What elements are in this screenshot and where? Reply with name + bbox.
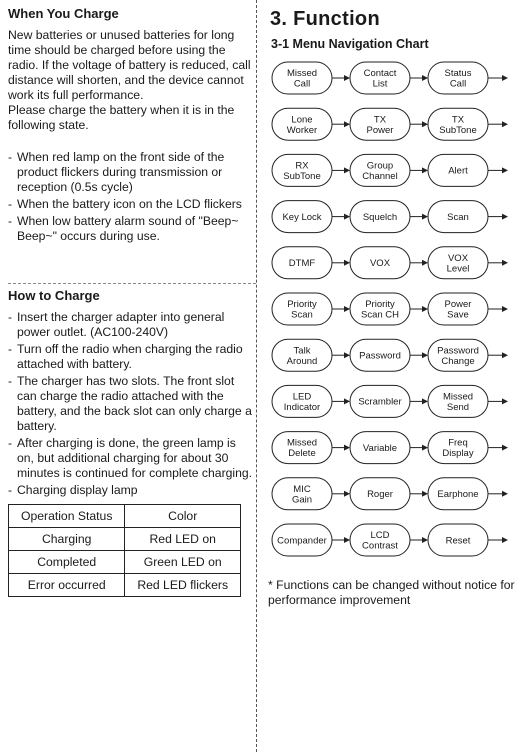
menu-node-label: Compander [277,535,327,547]
menu-node [350,154,410,186]
menu-node [428,62,488,94]
table-header: Operation Status [9,505,125,528]
flow-arrow [332,260,350,266]
flow-arrow [332,75,350,81]
table-cell: Red LED on [125,528,241,551]
table-cell: Green LED on [125,551,241,574]
menu-node-label: Status Call [444,68,472,90]
table-row [9,574,241,597]
flow-arrow [332,214,350,220]
menu-node [428,339,488,371]
how-step-item: - Insert the charger adapter into general power outlet. (AC100-240V) [8,310,255,340]
menu-node-label: LED Indicator [283,391,321,413]
how-title: How to Charge [8,288,100,303]
left-column [8,6,255,597]
menu-navigation-chart [264,56,517,571]
flow-arrow [332,121,350,127]
table-cell: Red LED flickers [125,574,241,597]
flow-arrow [488,398,508,404]
menu-node [428,247,488,279]
menu-node [350,247,410,279]
menu-node [428,385,488,417]
menu-node-label: Password Change [437,345,479,367]
menu-node [272,247,332,279]
menu-node [350,432,410,464]
flow-arrow [488,352,508,358]
flow-arrow [410,491,428,497]
flow-arrow [332,398,350,404]
how-step-item: - Charging display lamp [8,483,255,498]
menu-node [350,201,410,233]
menu-node [272,385,332,417]
how-step-item: - After charging is done, the green lamp is on, but additional charging for about 30 minutes is continued for complete charging. [8,436,255,481]
menu-node-label: TX SubTone [439,114,477,136]
table-cell: Error occurred [9,574,125,597]
flow-arrow [410,167,428,173]
menu-node-label: LCD Contrast [362,530,398,552]
menu-node-label: Reset [445,535,471,547]
flow-arrow [410,306,428,312]
menu-node-label: TX Power [366,114,394,136]
table-cell: Completed [9,551,125,574]
menu-node-label: Scrambler [358,396,402,408]
menu-node [272,154,332,186]
flow-arrow [410,445,428,451]
menu-node-label: Squelch [362,211,398,223]
menu-node-label: Lone Worker [286,114,318,136]
menu-node-label: RX SubTone [283,160,321,182]
charge-state-item: - When the battery icon on the LCD flickers [8,197,255,212]
flow-arrow [488,306,508,312]
menu-node-label: Roger [367,489,393,501]
flow-arrow [410,75,428,81]
charging-status-table [8,504,241,597]
menu-node [350,293,410,325]
menu-node [350,62,410,94]
function-title: 3. Function [270,8,380,30]
flow-arrow [410,260,428,266]
flow-arrow [410,398,428,404]
menu-node [350,108,410,140]
menu-node-label: Missed Call [286,68,318,90]
charge-state-item: - When low battery alarm sound of "Beep~ Beep~" occurs during use. [8,214,255,244]
how-steps [8,310,255,498]
table-header: Color [125,505,241,528]
menu-node [272,524,332,556]
menu-node [272,432,332,464]
menu-node [272,339,332,371]
how-step-item: - The charger has two slots. The front slot can charge the radio attached with the battery, and the back slot can only charge a battery. [8,374,255,434]
how-step-item: - Turn off the radio when charging the radio attached with battery. [8,342,255,372]
menu-node-label: VOX [369,258,391,270]
menu-node [272,62,332,94]
table-header-row [9,505,241,528]
flow-arrow [410,214,428,220]
flow-arrow [332,537,350,543]
menu-node-label: Alert [448,165,468,177]
menu-node [428,293,488,325]
menu-node [428,478,488,510]
menu-node-label: Password [359,350,401,362]
flow-arrow [410,537,428,543]
flow-arrow [488,537,508,543]
menu-node-label: MIC Gain [291,483,313,506]
menu-node-label: Group Channel [362,160,398,182]
menu-node [428,201,488,233]
charge-states [8,150,255,244]
menu-node [272,478,332,510]
menu-node [428,108,488,140]
menu-node-label: VOX Level [446,252,470,275]
menu-node [350,478,410,510]
flow-arrow [332,445,350,451]
menu-node-label: Missed Delete [286,437,318,460]
right-column [264,0,517,607]
flow-arrow [332,352,350,358]
menu-node-label: DTMF [288,258,316,270]
menu-node [272,108,332,140]
menu-node [272,293,332,325]
function-note: * Functions can be changed without notice for performance improvement [268,578,515,607]
flow-arrow [332,306,350,312]
menu-node-label: Variable [362,442,398,454]
flow-arrow [332,167,350,173]
charge-state-item: - When red lamp on the front side of the product flickers during transmission or reception (0.5s cycle) [8,150,255,195]
flow-arrow [410,352,428,358]
menu-node-label: Key Lock [282,211,322,223]
flow-arrow [488,214,508,220]
menu-node-label: Contact List [363,68,397,90]
menu-node [428,432,488,464]
flow-arrow [488,75,508,81]
menu-node-label: Priority Scan [287,299,317,321]
flow-arrow [488,260,508,266]
menu-node [350,524,410,556]
flow-arrow [488,445,508,451]
menu-node-label: Freq Display [442,437,474,460]
menu-node [428,524,488,556]
menu-node-label: Earphone [437,489,479,501]
flow-arrow [332,491,350,497]
menu-node [350,339,410,371]
menu-chart-subtitle: 3-1 Menu Navigation Chart [271,37,429,51]
menu-node [272,201,332,233]
section-divider [8,283,256,284]
table-cell: Charging [9,528,125,551]
menu-node [350,385,410,417]
menu-node [428,154,488,186]
flow-arrow [410,121,428,127]
column-divider [256,0,257,752]
table-row [9,528,241,551]
menu-node-label: Talk Around [286,345,318,367]
flow-arrow [488,491,508,497]
menu-node-label: Priority Scan CH [360,299,400,321]
menu-node-label: Scan [447,211,469,223]
flow-arrow [488,121,508,127]
charge-body: New batteries or unused batteries for long time should be charged before using the radio. If the voltage of battery is reduced, call distance will shorten, and the device cannot work its full performance. Please charge the battery when it is in the following state. [8,28,251,132]
menu-node-label: Power Save [444,299,472,321]
table-row [9,551,241,574]
flow-arrow [488,167,508,173]
charge-title: When You Charge [8,6,119,21]
menu-node-label: Missed Send [442,391,474,413]
